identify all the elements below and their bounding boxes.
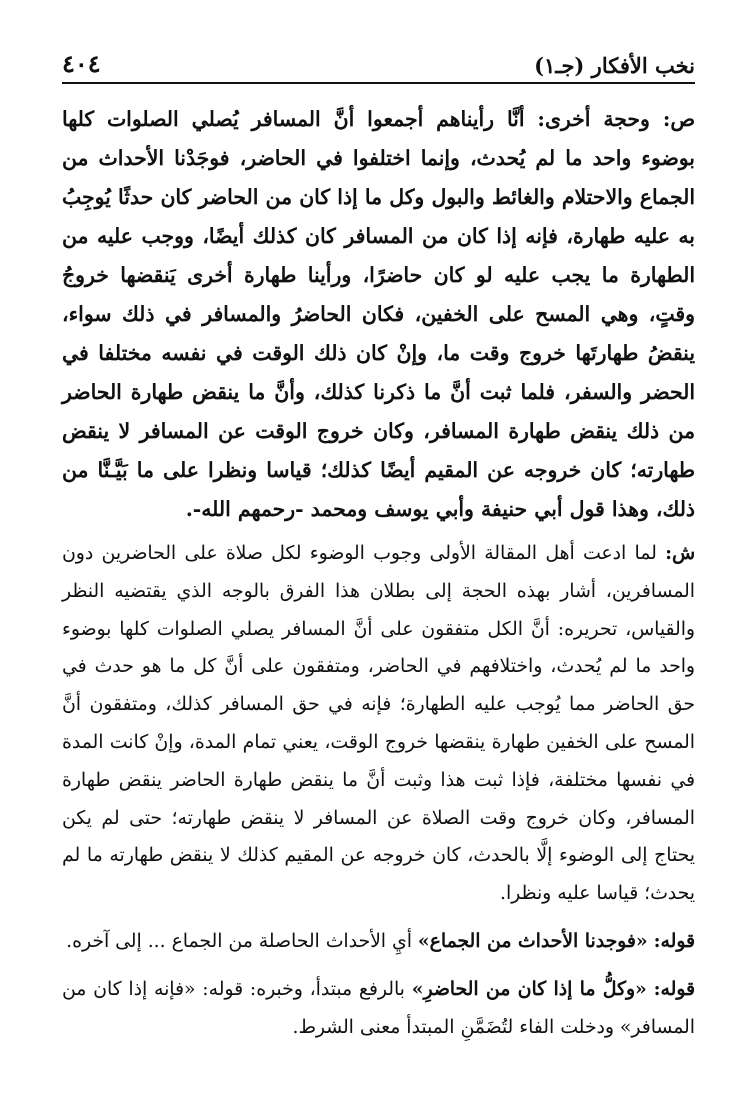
commentary-text: أيِ الأحداث الحاصلة من الجماع ... إلى آخره. — [66, 930, 412, 952]
page-number: ٤٠٤ — [62, 49, 101, 78]
running-title: نخب الأفكار (جـ١) — [534, 53, 695, 78]
sharh-text: لما ادعت أهل المقالة الأولى وجوب الوضوء لكل صلاة على الحاضرين دون المسافرين، أشار بهذه الحجة إلى بطلان هذا الفرق بالوجه الذي يقتضيه النظر والقياس، تحريره: أنَّ الكل متفقون على أنَّ المسافر يصلي الصلوات كلها بوضوء واحد ما لم يُحدث، واختلافهم في الحاضر، ومتفقون على أنَّ كل ما هو حدث في حق الحاضر مما يُوجب عليه الطهارة؛ فإنه في حق المسافر كذلك، ومتفقون أنَّ المسح على الخفين طهارة ينقضها خروج الوقت، يعني تمام المدة، وإنْ كانت المدة في نفسها مختلفة، فإذا ثبت هذا وثبت أنَّ ما ينقض طهارة الحاضر ينقض طهارة المسافر، وكان خروج وقت الصلاة عن المسافر لا ينقض طهارته؛ حتى لم يكن يحتاج إلى الوضوء إلَّا بالحدث، كان خروجه عن المقيم كذلك لا ينقض طهارته ما لم يحدث؛ قياسا عليه ونظرا. — [62, 543, 695, 905]
paragraph-lead-qawl: قوله: — [653, 977, 695, 1000]
paragraph-lead-sad: ص: — [662, 107, 695, 131]
quoted-phrase: «وكلُّ ما إذا كان من الحاضرِ» — [411, 977, 647, 1000]
matn-paragraph — [62, 100, 695, 529]
matn-text: وحجة أخرى: أنَّا رأيناهم أجمعوا أنَّ المسافر يُصلي الصلوات كلها بوضوء واحد ما لم يُحدث، وإنما اختلفوا في الحاضر، فوجَدْنا الأحداث من الجماع والاحتلام والغائط والبول وكل ما إذا كان من الحاضر كان حدثًا يُوجِبُ به عليه طهارة، فإنه إذا كان من المسافر كان كذلك أيضًا، ووجب عليه من الطهارة ما يجب عليه لو كان حاضرًا، ورأينا طهارة أخرى يَنقضها خروجُ وقتٍ، وهي المسح على الخفين، فكان الحاضرُ والمسافر في ذلك سواء، ينقضُ طهارتَها خروج وقت ما، وإنْ كان ذلك الوقت في نفسه مختلفا في الحضر والسفر، فلما ثبت أنَّ ما ذكرنا كذلك، وأنَّ ما ينقض طهارة الحاضر من ذلك ينقض طهارة المسافر، وكان خروج الوقت عن المسافر لا ينقض طهارته؛ كان خروجه عن المقيم أيضًا كذلك؛ قياسا ونظرا على ما بَيَّـنَّا من ذلك، وهذا قول أبي حنيفة وأبي يوسف ومحمد -رحمهم الله-. — [62, 107, 695, 521]
quoted-phrase: «فوجدنا الأحداث من الجماع» — [417, 929, 648, 952]
page-header — [62, 44, 695, 84]
commentary-text: بالرفع مبتدأ، وخبره: قوله: «فإنه إذا كان من المسافر» ودخلت الفاء لتُضَمَّنِ المبتدأ معنى الشرط. — [62, 978, 695, 1038]
paragraph-lead-shin: ش: — [665, 542, 695, 564]
commentary-paragraph — [62, 923, 695, 961]
commentary-paragraph — [62, 971, 695, 1047]
paragraph-lead-qawl: قوله: — [653, 929, 695, 952]
page-body — [62, 100, 695, 1046]
sharh-paragraph — [62, 535, 695, 913]
